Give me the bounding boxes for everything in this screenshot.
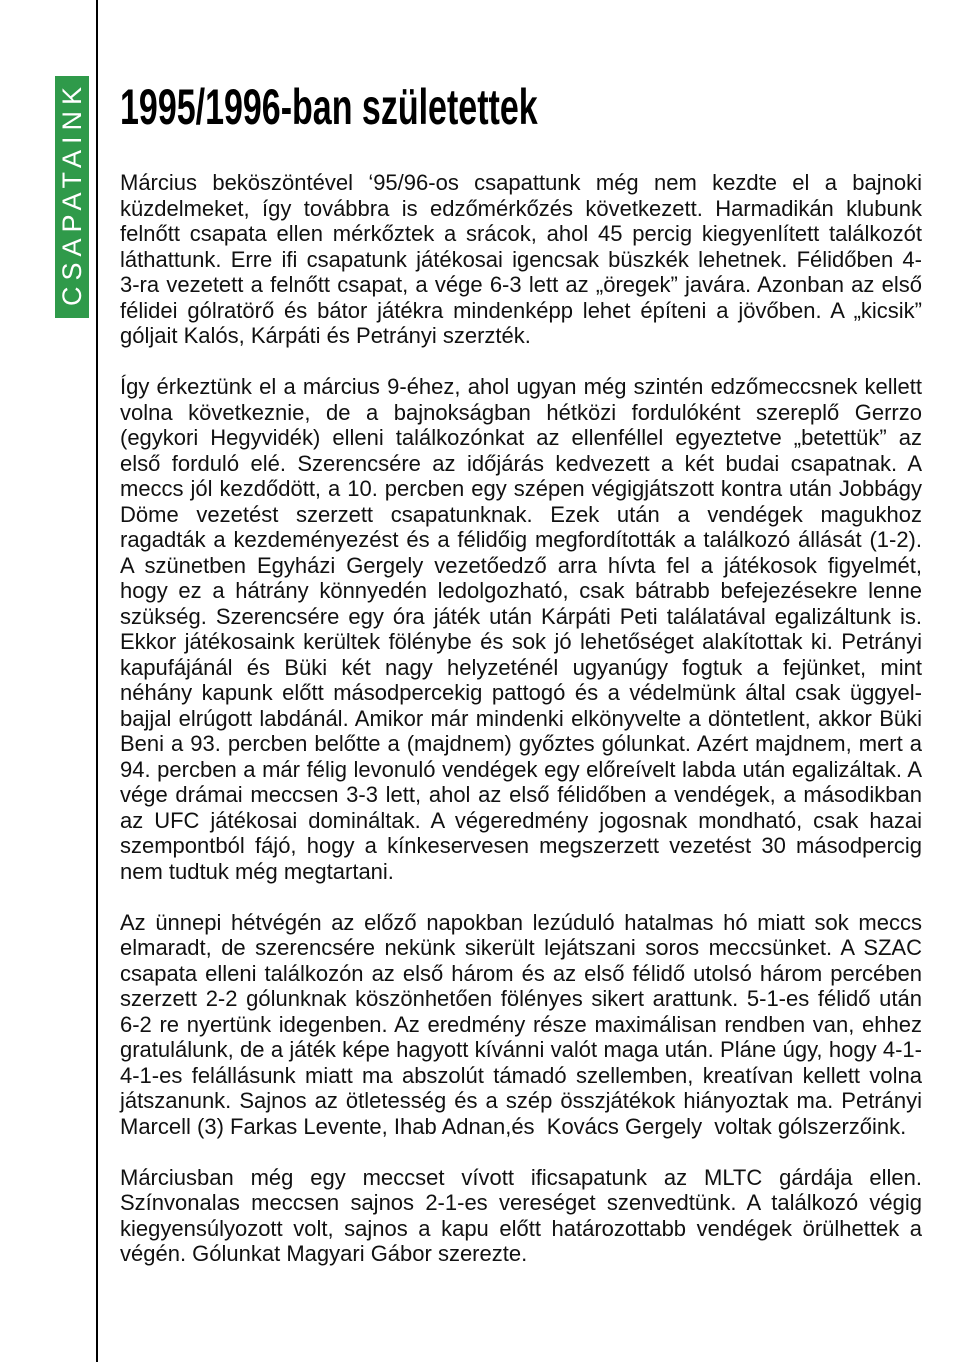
page-title: 1995/1996-ban születettek bbox=[120, 79, 538, 135]
paragraph-line: hogy ez a hátrány könnyedén ledolgozható, csak bátrabb befejezésekre lenne bbox=[120, 578, 922, 603]
paragraph-line: az UFC játékosai domináltak. A végeredmény jogosnak mondható, csak hazai bbox=[120, 807, 922, 833]
paragraph-line: Marcell (3) Farkas Levente, Ihab Adnan,és Kovács Gergely voltak gólszerzőink. bbox=[120, 1113, 907, 1139]
paragraph-line: vége drámai meccsen 3-3 lett, ahol az első félidőben a vendégek, a másodikban bbox=[120, 782, 922, 807]
paragraph-line: szerzett 2-2 gólunknak köszönhetően fölényes sikert arattunk. 5-1-es félidő után bbox=[120, 986, 922, 1011]
paragraph-line: bajjal elrúgott labdánál. Amikor már mindenki elkönyvelte a döntetlent, akkor Büki bbox=[120, 705, 922, 731]
paragraph-line: Ekkor játékosaink kerültek fölénybe és sok jó lehetőséget alakítottak ki. Petrányi bbox=[120, 629, 922, 654]
paragraph-line: meccs jól kezdődött, a 10. percben egy szépen végigjátszott kontra után Jobbágy bbox=[120, 476, 922, 501]
paragraph-line: volna következnie, de a bajnokságban hétközi fordulóként szereplő Gerrzo bbox=[120, 399, 922, 425]
paragraph-line: 4-1-es felállásunk miatt ma abszolút támadó szellemben, kreatívan kellett volna bbox=[120, 1062, 922, 1088]
paragraph-line: első forduló elé. Szerencsére az időjárás kedvezett a két budai csapatnak. A bbox=[120, 450, 922, 476]
paragraph-line: szükség. Szerencsére egy óra játék után Kárpáti Peti találatával egalizáltunk is. bbox=[120, 603, 922, 629]
paragraph-line: A szünetben Egyházi Gergely vezetőedző arra hívta fel a játékosok figyelmét, bbox=[120, 552, 922, 578]
margin-rule bbox=[96, 0, 98, 1362]
article-body bbox=[120, 170, 922, 1292]
article-paragraph bbox=[120, 910, 922, 1140]
article-paragraph bbox=[120, 170, 922, 349]
paragraph-line: góljait Kalós, Kárpáti és Petrányi szerzték. bbox=[120, 323, 531, 348]
paragraph-line: néhány kapunk előtt másodpercekig pattogó és a védelmünk által csak üggyel- bbox=[120, 680, 922, 705]
paragraph-line: elmaradt, de szerencsére nekünk sikerült lejátszani soros meccsünket. A SZAC bbox=[120, 935, 922, 960]
paragraph-line: Így érkeztünk el a március 9-éhez, ahol ugyan még szintén edzőmeccsnek kellett bbox=[120, 374, 922, 399]
section-tab bbox=[55, 76, 89, 318]
paragraph-line: küzdelmeket, így továbbra is edzőmérkőzés következett. Harmadikán klubunk bbox=[120, 195, 922, 221]
paragraph-line: félidei gólratörő és bátor játékra mindenképp lehet építeni a jövőben. A „kicsik” bbox=[120, 297, 922, 323]
paragraph-line: 6-2 re nyertünk idegenben. Az eredmény része maximálisan rendben van, ehhez bbox=[120, 1011, 922, 1037]
paragraph-line: kiegyensúlyozott volt, sajnos a kapu előtt határozottabb vendégek örülhettek a bbox=[120, 1215, 922, 1241]
paragraph-line: felnőtt csapata ellen mérkőztek a srácok, ahol 45 percig kiegyenlített találkozót bbox=[120, 221, 922, 246]
paragraph-line: csapata elleni találkozón az első három és az első félidő utolsó három percében bbox=[120, 960, 922, 986]
paragraph-line: Az ünnepi hétvégén az előző napokban lezúduló hatalmas hó miatt sok meccs bbox=[120, 909, 922, 935]
paragraph-line: ragadták a kezdeményezést és a félidőig megfordították a találkozó állását (1-2). bbox=[120, 527, 922, 552]
paragraph-line: gratulálunk, de a játék képe hagyott kívánni valót maga után. Pláne úgy, hogy 4-1- bbox=[120, 1037, 922, 1062]
paragraph-line: Színvonalas meccsen sajnos 2-1-es vereséget szenvedtünk. A találkozó végig bbox=[120, 1190, 922, 1215]
paragraph-line: láthattunk. Erre ifi csapatunk játékosai igencsak büszkék lehetnek. Félidőben 4- bbox=[120, 246, 922, 272]
paragraph-line: Március beköszöntével ‘95/96-os csapattunk még nem kezdte el a bajnoki bbox=[120, 170, 922, 195]
paragraph-line: Márciusban még egy meccset vívott ificsapatunk az MLTC gárdája ellen. bbox=[120, 1164, 922, 1190]
section-tab-label: CSAPATAINK bbox=[57, 81, 87, 307]
article-paragraph bbox=[120, 374, 922, 884]
article-paragraph bbox=[120, 1165, 922, 1267]
paragraph-line: szempontból fájó, hogy a kínkeservesen megszerzett vezetést 30 másodpercig bbox=[120, 833, 922, 858]
paragraph-line: végén. Gólunkat Magyari Gábor szerezte. bbox=[120, 1241, 528, 1266]
paragraph-line: Döme vezetést szerzett csapatunknak. Ezek után a vendégek magukhoz bbox=[120, 501, 922, 527]
paragraph-line: játszanunk. Sajnos az ötletesség és a szép összjátékok hiányoztak ma. Petrányi bbox=[120, 1088, 922, 1113]
paragraph-line: Beni a 93. percben belőtte a (majdnem) győztes gólunkat. Azért majdnem, mert a bbox=[120, 731, 922, 756]
paragraph-line: (egykori Hegyvidék) elleni találkozónkat az ellenféllel egyeztetve „betettük” az bbox=[120, 425, 922, 450]
paragraph-line: 3-ra vezetett a felnőtt csapat, a vége 6-3 lett az „öregek” javára. Azonban az első bbox=[120, 272, 922, 297]
paragraph-line: 94. percben a már félig levonuló vendégek egy előreívelt labda után egalizáltak. A bbox=[120, 756, 922, 782]
paragraph-line: nem tudtuk még megtartani. bbox=[120, 858, 394, 884]
paragraph-line: kapufájánál és Büki két nagy helyzeténél ugyanúgy fogtuk a fejünket, mint bbox=[120, 654, 922, 680]
